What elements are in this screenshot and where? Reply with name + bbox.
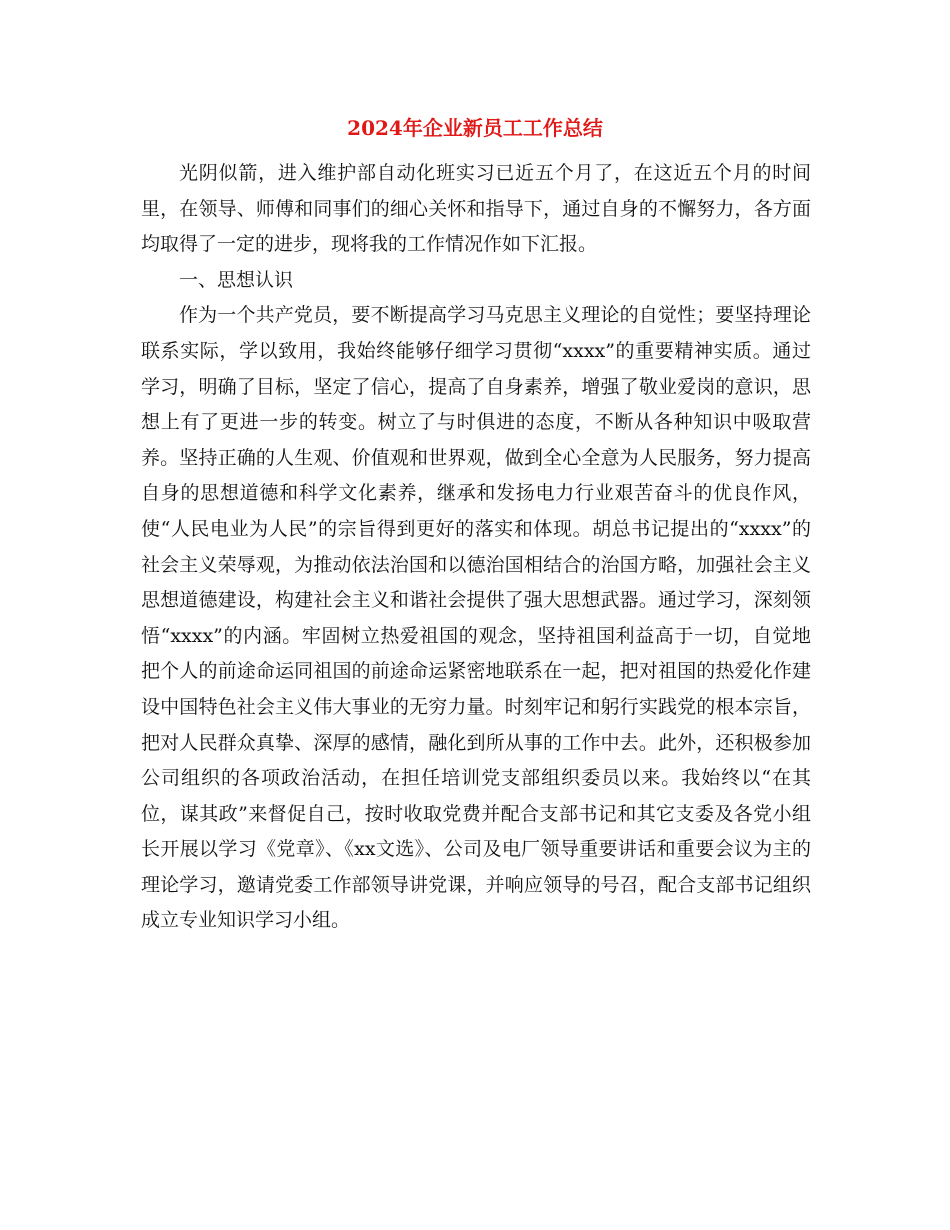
section-heading-thought: 一、思想认识 bbox=[179, 268, 294, 291]
document-title: 2024年企业新员工工作总结 bbox=[347, 116, 603, 140]
document-body bbox=[141, 156, 811, 939]
intro-paragraph: 光阴似箭，进入维护部自动化班实习已近五个月了，在这近五个月的时间里，在领导、师傅和同事们的细心关怀和指导下，通过自身的不懈努力，各方面均取得了一定的进步，现将我的工作情况作如下汇报。 bbox=[141, 162, 811, 256]
thought-paragraph: 作为一个共产党员，要不断提高学习马克思主义理论的自觉性；要坚持理论联系实际，学以致用，我始终能够仔细学习贯彻“xxxx”的重要精神实质。通过学习，明确了目标，坚定了信心，提高了自身素养，增强了敬业爱岗的意识，思想上有了更进一步的转变。树立了与时俱进的态度，不断从各种知识中吸取营养。坚持正确的人生观、价值观和世界观，做到全心全意为人民服务，努力提高自身的思想道德和科学文化素养，继承和发扬电力行业艰苦奋斗的优良作风，使“人民电业为人民”的宗旨得到更好的落实和体现。胡总书记提出的“xxxx”的社会主义荣辱观，为推动依法治国和以德治国相结合的治国方略，加强社会主义思想道德建设，构建社会主义和谐社会提供了强大思想武器。通过学习，深刻领悟“xxxx”的内涵。牢固树立热爱祖国的观念，坚持祖国利益高于一切，自觉地把个人的前途命运同祖国的前途命运紧密地联系在一起，把对祖国的热爱化作建设中国特色社会主义伟大事业的无穷力量。时刻牢记和躬行实践党的根本宗旨，把对人民群众真挚、深厚的感情，融化到所从事的工作中去。此外，还积极参加公司组织的各项政治活动，在担任培训党支部组织委员以来。我始终以“在其位，谋其政”来督促自己，按时收取党费并配合支部书记和其它支委及各党小组长开展以学习《党章》、《xx文选》、公司及电厂领导重要讲话和重要会议为主的理论学习，邀请党委工作部领导讲党课，并响应领导的号召，配合支部书记组织成立专业知识学习小组。 bbox=[141, 304, 811, 932]
